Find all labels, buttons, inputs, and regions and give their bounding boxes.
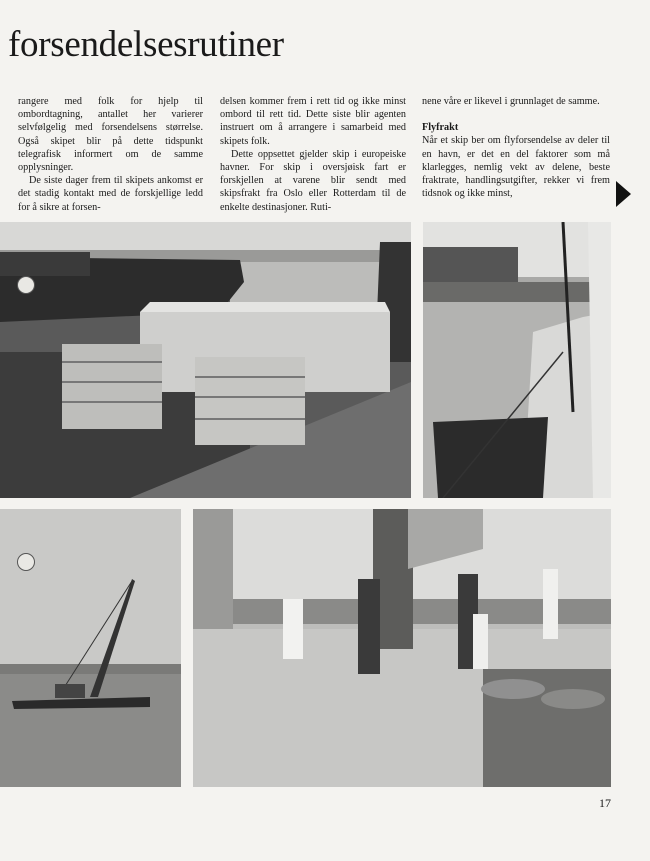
photo-crane-barge xyxy=(0,509,181,787)
photo-crates-on-dock xyxy=(0,222,411,498)
text-column-1 xyxy=(18,95,203,214)
right-triangle-arrow-icon xyxy=(616,181,631,207)
photo-deck-with-drums xyxy=(193,509,611,787)
article-title: forsendelsesrutiner xyxy=(8,24,284,65)
paragraph: Dette oppsettet gjelder skip i europeiske havner. For skip i oversjøisk fart er forskjellen at varene blir sendt med skipsfrakt fra Oslo eller Rotterdam til de enkelte destinasjoner. Ruti- xyxy=(220,148,406,213)
punch-hole xyxy=(17,553,35,571)
text-column-3 xyxy=(422,95,610,200)
paragraph: delsen kommer frem i rett tid og ikke minst ombord til rett tid. Dette siste blir agenten instruert om å arrangere i samarbeid med skipets folk. xyxy=(220,96,406,147)
paragraph: De siste dager frem til skipets ankomst er det stadig kontakt med de forskjellige ledd for å sikre at forsen- xyxy=(18,175,203,213)
section-subheading: Flyfrakt xyxy=(422,122,459,134)
paragraph: rangere med folk for hjelp til ombordtagning, antallet her varierer selvfølgelig med forsendelsens størrelse. Også skipet blir på dette tidspunkt telegrafisk informert om de samme opplysninger. xyxy=(18,96,203,174)
paragraph: nene våre er likevel i grunnlaget de samme. xyxy=(422,96,600,107)
punch-hole xyxy=(17,276,35,294)
text-column-2 xyxy=(220,95,406,214)
paragraph: Når et skip ber om flyforsendelse av deler til en havn, er det en del faktorer som må klarlegges, nemlig vekt av delene, beste fraktrate, handlingsutgifter, rekker vi frem tidsnok og ikke minst, xyxy=(422,135,610,200)
page-number: 17 xyxy=(599,796,611,810)
photo-ship-at-quay xyxy=(423,222,611,498)
